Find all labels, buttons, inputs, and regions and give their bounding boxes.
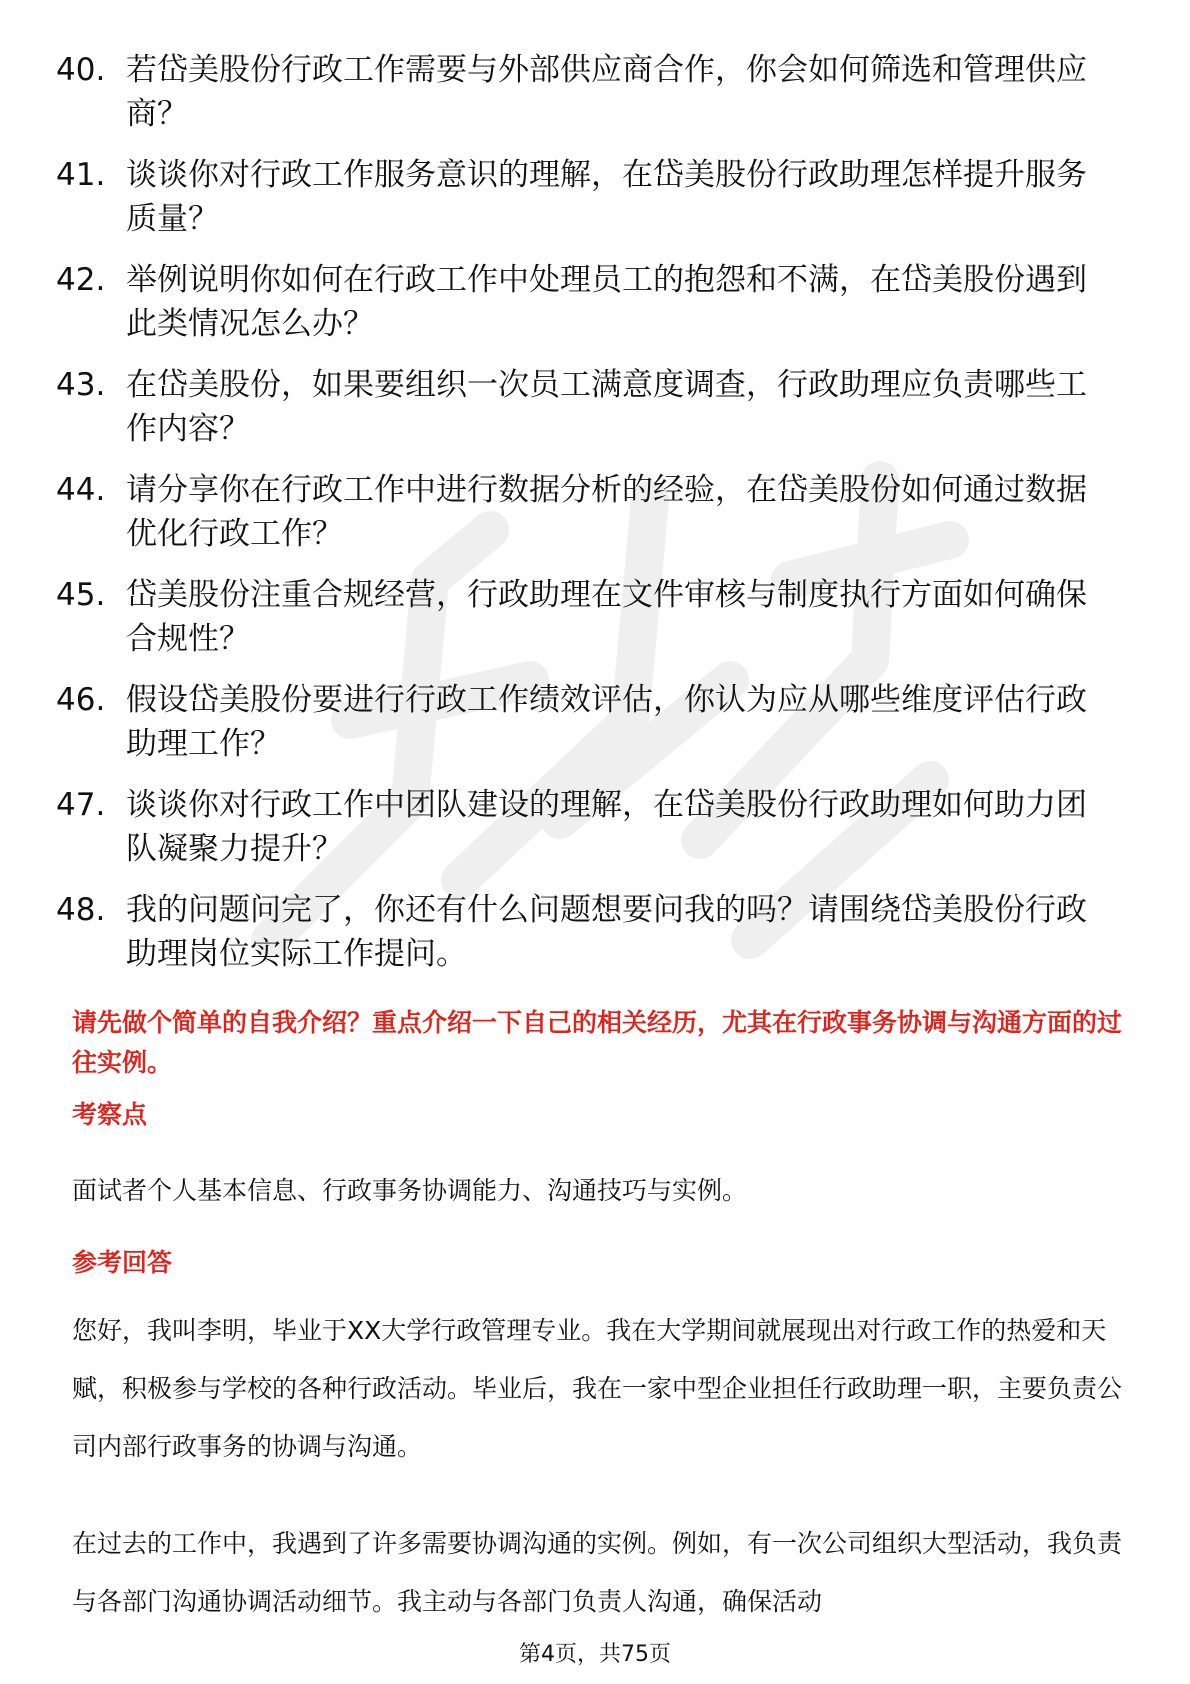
list-item — [56, 153, 1116, 241]
list-item — [56, 678, 1116, 766]
list-item — [56, 48, 1116, 136]
question-number: 43. — [56, 367, 106, 403]
question-text: 若岱美股份行政工作需要与外部供应商合作，你会如何筛选和管理供应商？ — [126, 52, 1087, 132]
answer-label: 参考回答 — [72, 1248, 173, 1277]
question-text: 举例说明你如何在行政工作中处理员工的抱怨和不满，在岱美股份遇到此类情况怎么办？ — [126, 262, 1087, 342]
question-text: 谈谈你对行政工作中团队建设的理解，在岱美股份行政助理如何助力团队凝聚力提升？ — [126, 787, 1087, 867]
question-number: 42. — [56, 262, 106, 298]
points-text: 面试者个人基本信息、行政事务协调能力、沟通技巧与实例。 — [72, 1176, 748, 1205]
list-item — [56, 573, 1116, 661]
answer-paragraph: 在过去的工作中，我遇到了许多需要协调沟通的实例。例如，有一次公司组织大型活动，我负责与各部门沟通协调活动细节。我主动与各部门负责人沟通，确保活动 — [72, 1529, 1122, 1616]
question-number: 45. — [56, 577, 106, 613]
list-item — [56, 783, 1116, 871]
question-text: 岱美股份注重合规经营，行政助理在文件审核与制度执行方面如何确保合规性？ — [126, 577, 1087, 657]
page-footer: 第4页，共75页 — [519, 1642, 671, 1667]
question-text: 请分享你在行政工作中进行数据分析的经验，在岱美股份如何通过数据优化行政工作？ — [126, 472, 1087, 552]
list-item — [56, 888, 1116, 976]
question-text: 谈谈你对行政工作服务意识的理解，在岱美股份行政助理怎样提升服务质量？ — [126, 157, 1087, 237]
question-text: 我的问题问完了，你还有什么问题想要问我的吗？请围绕岱美股份行政助理岗位实际工作提问。 — [126, 892, 1087, 972]
question-number: 41. — [56, 157, 106, 193]
question-number: 48. — [56, 892, 106, 928]
question-number: 40. — [56, 52, 106, 88]
list-item — [56, 258, 1116, 346]
question-number: 46. — [56, 682, 106, 718]
question-text: 在岱美股份，如果要组织一次员工满意度调查，行政助理应负责哪些工作内容？ — [126, 367, 1087, 447]
question-list — [56, 48, 1116, 993]
list-item — [56, 468, 1116, 556]
intro-question-heading: 请先做个简单的自我介绍？重点介绍一下自己的相关经历，尤其在行政事务协调与沟通方面的过往实例。 — [72, 1008, 1123, 1077]
question-number: 44. — [56, 472, 106, 508]
question-text: 假设岱美股份要进行行政工作绩效评估，你认为应从哪些维度评估行政助理工作？ — [126, 682, 1087, 762]
question-number: 47. — [56, 787, 106, 823]
points-label: 考察点 — [72, 1100, 148, 1129]
answer-paragraph: 您好，我叫李明，毕业于XX大学行政管理专业。我在大学期间就展现出对行政工作的热爱和天赋，积极参与学校的各种行政活动。毕业后，我在一家中型企业担任行政助理一职，主要负责公司内部行政事务的协调与沟通。 — [72, 1316, 1123, 1461]
list-item — [56, 363, 1116, 451]
